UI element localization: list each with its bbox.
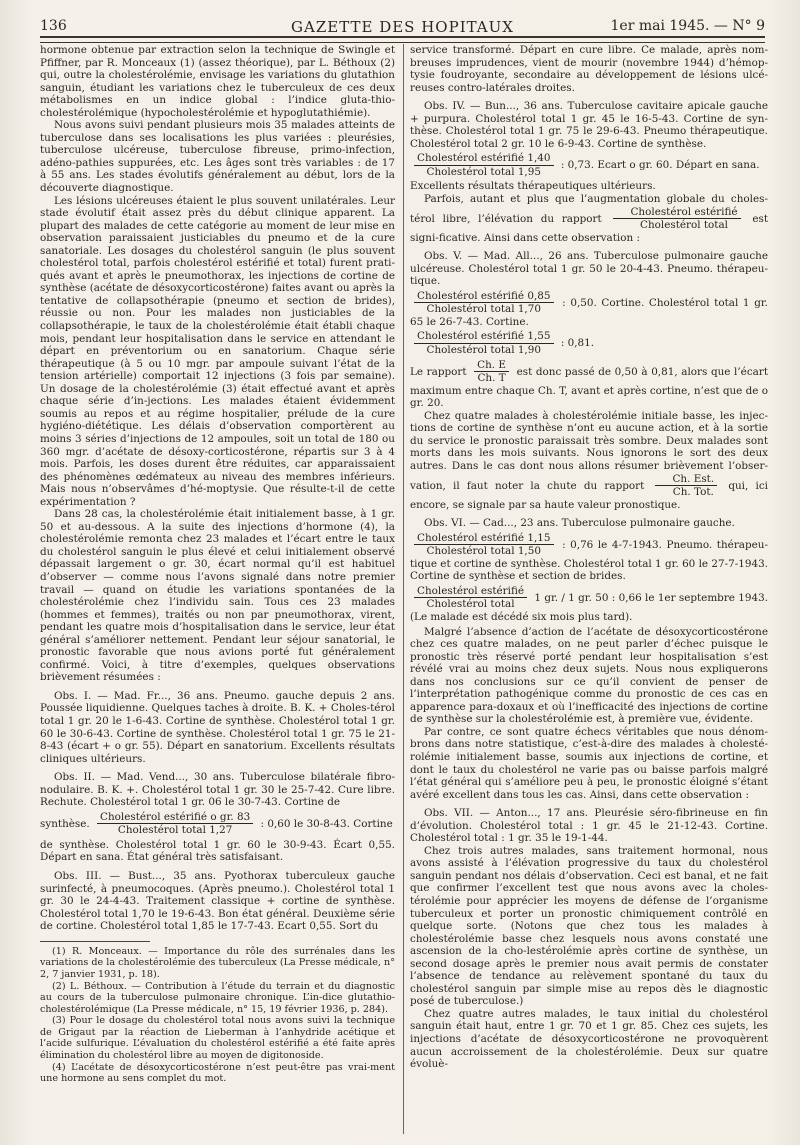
formula [410, 290, 768, 329]
fraction-numerator: Cholestérol estérifié 1,15 [414, 532, 554, 546]
page-number: 136 [40, 18, 67, 34]
footnote: (4) L’acétate de désoxycorticostérone n’est peut-être pas vrai-ment une hormone au sens complet du mot. [40, 1061, 395, 1085]
formula [40, 811, 395, 837]
formula-ratio: : 0,76 le 4-7-1943. Pneumo. thérapeu-tique et cortine de synthèse. Cholestérol total 1 gr. 60 le 27-7-1943. Cortine de synthèse et section de brides. [410, 538, 768, 583]
footnote: (1) R. Monceaux. — Importance du rôle des surrénales dans les variations de la cholestérolémie des tuberculeux (La Presse médicale, n° 2, 7 janvier 1931, p. 18). [40, 945, 395, 980]
paragraph-text: Chez quatre malades à cholestérolémie initiale basse, les injec-tions de cortine de synthèse n’ont eu aucune action, et à la sortie du service le pronostic paraissait très sombre. Deux malades sont morts dans les mois suivants. Nous ignorons le sort des deux autres. Dans le cas dont nous allons résumer brièvement l’obser-vation, il faut noter la chute du rapport [410, 409, 768, 492]
fraction [414, 290, 554, 316]
formula [410, 532, 768, 583]
fraction-denominator: Cholestérol total [426, 598, 515, 611]
footnote-rule [40, 941, 150, 942]
left-column [40, 44, 395, 1085]
formula-ratio: : 0,60 le 30-8-43. Cortine [260, 817, 393, 830]
fraction-denominator: Cholestérol total 1,70 [426, 303, 541, 316]
header-rule [40, 36, 765, 43]
fraction [414, 152, 554, 178]
paragraph-text: est signi-ficative. Ainsi dans cette observation : [410, 212, 769, 244]
fraction-numerator: Ch. E [474, 359, 509, 373]
fraction-numerator: Cholestérol estérifié [613, 206, 740, 220]
paragraph: hormone obtenue par extraction selon la technique de Swingle et Pfiffner, par R. Monceaux (1) (assez théorique), par L. Béthoux (2) qui, outre la cholestérolémie, envisage les variations du glutathion sanguin, étudiant les variations chez le tuberculeux de ces deux métabolismes en un indice global : l’indice gluta-thio-cholestérolémique (hypocholestérolémie et hypoglutathiémie). [40, 44, 395, 119]
paragraph-text: qui, ici encore, se signale par sa haute valeur pronostique. [410, 479, 768, 511]
formula [410, 152, 768, 178]
fraction-denominator: Cholestérol total 1,50 [426, 545, 541, 558]
observation-text: Excellents résultats thérapeutiques ultérieurs. [410, 180, 656, 193]
paragraph-text: Parfois, autant et plus que l’augmentation globale du choles-térol libre, l’élévation du rapport [410, 193, 768, 225]
fraction-denominator: Cholestérol total 1,95 [426, 165, 541, 178]
observation-text: Obs. II. — Mad. Vend..., 30 ans. Tuberculose bilatérale fibro-nodulaire. B. K. +. Cholestérol total 1 gr. 30 le 25-7-42. Cure libre. Rechute. Cholestérol total 1 gr. 06 le 30-7-43. Cortine de [40, 771, 395, 809]
formula-ratio: : 0,50. Cortine. Cholestérol total 1 gr. 65 le 26-7-43. Cortine. [410, 296, 768, 328]
paragraph: Malgré l’absence d’action de l’acétate de désoxycorticostérone chez ces quatre malades, on ne peut parler d’échec puisque le pronostic très réservé porté pendant leur hospitalisation s’est révélé vrai au moins chez deux sujets. Nous nous expliquerons dans nos conclusions sur ce qu’il convient de penser de l’interprétation pathogénique comme du pronostic de ces cas en apparence para-doxaux et où l’inefficacité des injections de cortine de synthèse sur la cholestérolémie est, à première vue, évidente. [410, 625, 768, 726]
formula-ratio: : 0,81. [560, 337, 595, 350]
fraction-numerator: Cholestérol estérifié 1,55 [414, 330, 554, 344]
paragraph: Nous avons suivi pendant plusieurs mois 35 malades atteints de tuberculose dans ses localisations les plus variées : pleurésies, tuberculose ulcéreuse, tuberculose fibreuse, primo-infection, adéno-pathies suppurées, etc. Les âges sont très variables : de 17 à 55 ans. Les stades évolutifs généralement au début, lors de la découverte diagnostique. [40, 119, 395, 195]
paragraph [410, 410, 768, 511]
paragraph: Chez quatre autres malades, le taux initial du cholestérol sanguin était haut, entre 1 gr. 70 et 1 gr. 85. Chez ces sujets, les injections d’acétate de désoxycorticostérone ne provoquèrent aucun accroissement de la cholestérolémie. Deux sur quatre évoluè- [410, 1007, 768, 1071]
fraction [414, 532, 554, 558]
fraction-denominator: Cholestérol total 1,27 [117, 824, 233, 837]
observation-6: Obs. VI. — Cad..., 23 ans. Tuberculose pulmonaire gauche. [424, 517, 735, 530]
observation-5: Obs. V. — Mad. All..., 26 ans. Tuberculose pulmonaire gauche ulcéreuse. Cholestérol total 1 gr. 50 le 20-4-43. Pneumo. thérapeu-tique. [410, 250, 768, 288]
observation-7: Obs. VII. — Anton..., 17 ans. Pleurésie séro-fibrineuse en fin d’évolution. Cholestérol total : 1 gr. 45 le 21-12-43. Cortine. Cholestérol total : 1 gr. 35 le 19-1-44. [410, 807, 768, 845]
paragraph: Par contre, ce sont quatre échecs véritables que nous dénom-brons dans notre statistique, c’est-à-dire des malades à cholesté-rolémie initialement basse, soumis aux injections de cortine, et dont le taux du cholestérol ne varie pas ou baisse parfois malgré l’état général qui s’améliore peu à peu, le pronostic éloigné s’étant avéré excellent dans tous les cas. Ainsi, dans cette observation : [410, 725, 768, 801]
fraction-denominator: Cholestérol total [640, 219, 729, 232]
fraction-numerator: Cholestérol estérifié o gr. 83 [97, 811, 253, 825]
fraction [97, 811, 253, 837]
observation-text: de synthèse. Cholestérol total 1 gr. 60 le 30-9-43. Écart 0,55. Départ en sana. État général très satisfaisant. [40, 838, 395, 864]
right-column [410, 44, 768, 1071]
paragraph [410, 359, 768, 410]
fraction-numerator: Cholestérol estérifié 0,85 [414, 290, 554, 304]
observation-1: Obs. I. — Mad. Fr..., 36 ans. Pneumo. gauche depuis 2 ans. Poussée liquidienne. Quelques taches à droite. B. K. + Choles-térol total 1 gr. 20 le 1-6-43. Cortine de synthèse. Cholestérol total 1 gr. 60 le 30-6-43. Cortine de synthèse. Cholestérol total 1 gr. 75 le 21-8-43 (écart + o gr. 55). Départ en sanatorium. Excellents résultats cliniques ultérieurs. [40, 689, 395, 765]
paragraph-text: Le rapport [410, 365, 467, 378]
paragraph: Dans 28 cas, la cholestérolémie était initialement basse, à 1 gr. 50 et au-dessous. A la suite des injections d’hormone (4), la cholestérolémie remonta chez 23 malades et l’écart entre le taux du cholestérol sanguin le plus élevé et celui initialement observé dépassait largement o gr. 30, écart normal qu’il est habituel d’observer — comme nous l’avons signalé dans notre premier travail — quand on étudie les variations spontanées de la cholestérolémie chez l’individu sain. Tous ces 23 malades (hommes et femmes), traités ou non par pneumothorax, virent, pendant les quatre mois d’hospitalisation dans le service, leur état général s’améliorer nettement. Pendant leur séjour sanatorial, le pronostic favorable que nous avions porté fut généralement confirmé. Voici, à titre d’exemples, quelques observations brièvement résumées : [40, 508, 395, 684]
journal-title: GAZETTE DES HOPITAUX [291, 18, 514, 36]
fraction [474, 359, 509, 385]
observation-2 [40, 771, 395, 809]
formula-ratio: : 0,73. Ecart o gr. 60. Départ en sana. [560, 159, 760, 172]
paragraph-text: est donc passé de 0,50 à 0,81, alors que l’écart maximum entre chaque Ch. T, avant et après cortine, n’est que de o gr. 20. [410, 365, 768, 410]
observation-3: Obs. III. — Bust..., 35 ans. Pyothorax tuberculeux gauche surinfecté, à pneumocoques. (Après pneumo.). Cholestérol total 1 gr. 30 le 24-4-43. Traitement classique + cortine de synthèse. Cholestérol total 1,70 le 19-6-43. Bon état général. Deuxième série de cortine. Cholestérol total 1,85 le 17-7-43. Ecart 0,55. Sort du [40, 870, 395, 933]
formula [410, 330, 768, 356]
formula [410, 585, 768, 624]
issue-date: 1er mai 1945. — N° 9 [610, 18, 765, 34]
fraction [655, 473, 717, 499]
paragraph: Chez trois autres malades, sans traitement hormonal, nous avons assisté à l’élévation progressive du taux du cholestérol sanguin pendant nos délais d’observation. Ceci est banal, et ne fait que confirmer l’excellent test que nous avons avec la choles-térolémie pour apprécier les moyens de défense de l’organisme tuberculeux et porter un pronostic chimiquement contrôlé en quelque sorte. (Notons que chez tous les malades à cholestérolémie basse chez lesquels nous avons constaté une ascension de la cho-lestérolémie après cortine de synthèse, un second dosage après le premier nous avait permis de constater l’absence de tendance au relèvement spontané du taux du cholestérol sanguin par simple mise au repos dès le diagnostic posé de tuberculose.) [410, 844, 768, 1008]
paragraph: Les lésions ulcéreuses étaient le plus souvent unilatérales. Leur stade évolutif était assez près du début clinique apparent. La plupart des malades de cette catégorie au moment de leur mise en observation paraissaient justiciables du pneumo et de la cure sanatoriale. Les dosages du cholestérol sanguin (le plus souvent cholestérol total, parfois cholestérol estérifié et total) furent prati-qués avant et après le pneumothorax, les injections de cortine de synthèse (acétate de désoxycorticostérone) faites avant ou après la tentative de collapsothérapie (pneumo et section de brides), réussie ou non. Pour les malades non justiciables de la collapsothérapie, le taux de la cholestérolémie était établi chaque mois, pendant leur hospitalisation dans le service en attendant le départ en préventorium ou en sanatorium. Chaque série thérapeutique (à 5 ou 10 mgr. par ampoule suivant l’état de la tension artérielle) comportait 12 injections (3 fois par semaine). Un dosage de la cholestérolémie (3) était effectué avant et après chaque série d’in-jections. Les malades étaient évidemment soumis au repos et au régime hospitalier, prélude de la cure hygiéno-diététique. Les délais d’observation comportèrent au moins 3 séries d’injections de 12 ampoules, soit un total de 180 ou 360 mgr. d’acétate de désoxy-corticostérone, répartis sur 3 à 4 mois. Parfois, les doses durent être réduites, car apparaissaient des phénomènes œdémateux au niveau des membres inférieurs. Mais nous n’observâmes d’hé-moptysie. Que résulte-t-il de cette expérimentation ? [40, 194, 395, 508]
observation-4: Obs. IV. — Bun..., 36 ans. Tuberculose cavitaire apicale gauche + purpura. Cholestérol total 1 gr. 45 le 16-5-43. Cortine de syn-thèse. Cholestérol total 1 gr. 75 le 29-6-43. Pneumo thérapeutique. Cholestérol total 2 gr. 10 le 6-9-43. Cortine de synthèse. [410, 100, 768, 150]
fraction-denominator: Ch. Tot. [672, 486, 714, 499]
footnote: (2) L. Béthoux. — Contribution à l’étude du terrain et du diagnostic au cours de la tuberculose pulmonaire chronique. L’in-dice glutathio-cholestérolémique (La Presse médicale, n° 15, 19 février 1936, p. 284). [40, 980, 395, 1015]
fraction [613, 206, 740, 232]
fraction-denominator: Ch. T [477, 372, 506, 385]
fraction [414, 585, 527, 611]
fraction-numerator: Cholestérol estérifié 1,40 [414, 152, 554, 166]
paragraph [410, 193, 768, 244]
formula-ratio: 1 gr. / 1 gr. 50 : 0,66 le 1er septembre 1943. (Le malade est décédé six mois plus tard). [410, 591, 768, 623]
fraction [414, 330, 554, 356]
formula-label: synthèse. [40, 817, 90, 830]
fraction-numerator: Ch. Est. [655, 473, 717, 487]
paragraph: service transformé. Départ en cure libre. Ce malade, après nom-breuses imprudences, vient de mourir (novembre 1944) d’hémop-tysie foudroyante, secondaire au développement de lésions ulcé-reuses contro-latérales droites. [410, 44, 768, 94]
fraction-numerator: Cholestérol estérifié [414, 585, 527, 599]
column-divider [403, 44, 404, 1134]
footnote: (3) Pour le dosage du cholestérol total nous avons suivi la technique de Grigaut par la réaction de Lieberman à l’anhydride acétique et l’acide sulfurique. L’évaluation du cholestérol estérifié a été faite après élimination du cholestérol libre au moyen de digitonoside. [40, 1015, 395, 1062]
fraction-denominator: Cholestérol total 1,90 [426, 344, 541, 357]
